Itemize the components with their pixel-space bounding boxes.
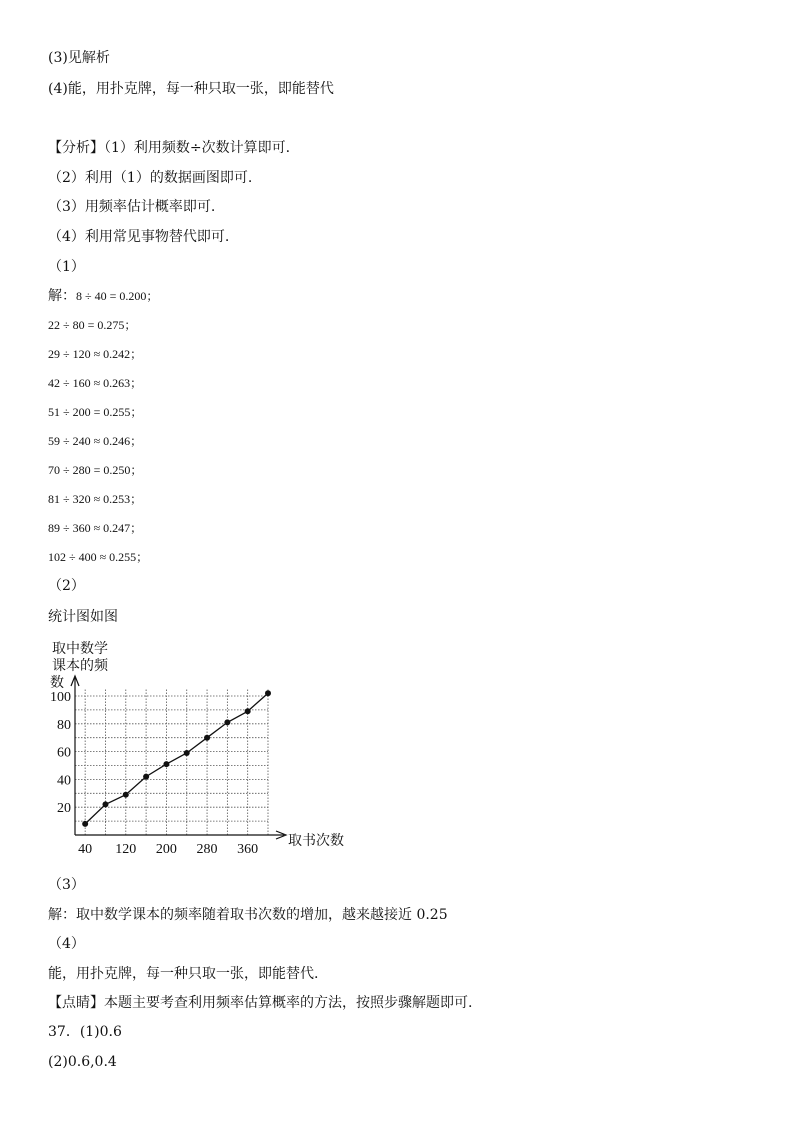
calc-expr: 70 ÷ 280 = 0.250	[48, 463, 131, 477]
calc-line	[48, 403, 142, 421]
chart-ticks	[50, 690, 258, 857]
data-point	[123, 792, 129, 798]
calc-sep: ；	[146, 289, 159, 303]
part-2-label: （2）	[48, 578, 85, 594]
data-point	[82, 821, 88, 827]
calc-line	[48, 490, 142, 508]
data-point	[245, 708, 251, 714]
calc-sep: ；	[130, 347, 143, 361]
calc-sep: ；	[130, 434, 143, 448]
calc-line	[48, 374, 142, 392]
calc-sep: ；	[136, 550, 149, 564]
y-axis-label-line: 取中数学	[52, 642, 108, 657]
y-tick-label: 20	[57, 801, 71, 817]
analysis-step-4: （4）利用常见事物替代即可.	[48, 229, 230, 245]
part-3-answer: 解：取中数学课本的频率随着取书次数的增加，越来越接近 0.25	[48, 907, 448, 923]
solve-label: 解：	[48, 288, 76, 304]
q37-part-2: (2)0.6,0.4	[48, 1054, 117, 1070]
chart-intro: 统计图如图	[48, 609, 118, 625]
calc-line	[48, 316, 136, 334]
data-point	[163, 761, 169, 767]
analysis-heading: 【分析】（1）利用频数÷次数计算即可.	[48, 140, 291, 156]
calc-sep: ；	[124, 318, 137, 332]
x-tick-label: 40	[78, 842, 93, 857]
calc-expr: 22 ÷ 80 = 0.275	[48, 318, 125, 332]
x-tick-label: 120	[115, 842, 137, 857]
calc-expr: 51 ÷ 200 = 0.255	[48, 405, 131, 419]
answer-4: (4)能，用扑克牌，每一种只取一张，即能替代	[48, 81, 334, 97]
calc-line	[48, 519, 142, 537]
answer-3: (3)见解析	[48, 50, 110, 66]
x-axis-label: 取书次数	[288, 834, 344, 849]
chart-series	[82, 690, 271, 827]
comment: 【点睛】本题主要考查利用频率估算概率的方法，按照步骤解题即可.	[48, 995, 473, 1011]
calc-expr: 59 ÷ 240 ≈ 0.246	[48, 434, 131, 448]
calc-line	[48, 548, 148, 566]
part-4-label: （4）	[48, 936, 85, 952]
analysis-step-2: （2）利用（1）的数据画图即可.	[48, 170, 253, 186]
part-4-answer: 能，用扑克牌，每一种只取一张，即能替代.	[48, 966, 319, 982]
y-tick-label: 80	[57, 717, 71, 733]
calc-expr: 89 ÷ 360 ≈ 0.247	[48, 521, 131, 535]
y-tick-label: 40	[57, 773, 71, 789]
y-axis-label-line: 课本的频	[52, 659, 108, 674]
calc-sep: ；	[130, 376, 143, 390]
y-axis-label	[50, 640, 109, 691]
y-axis-label-line: 数	[50, 676, 64, 691]
series-line	[85, 693, 268, 824]
frequency-chart	[40, 640, 370, 865]
data-point	[102, 801, 108, 807]
x-tick-label: 200	[155, 842, 177, 857]
calc-expr: 42 ÷ 160 ≈ 0.263	[48, 376, 131, 390]
calc-sep: ；	[130, 463, 143, 477]
calc-expr: 102 ÷ 400 ≈ 0.255	[48, 550, 137, 564]
calc-line	[48, 287, 158, 305]
data-point	[204, 735, 210, 741]
q37-part-1: 37．(1)0.6	[48, 1024, 122, 1040]
y-tick-label: 100	[50, 690, 71, 705]
calc-line	[48, 461, 142, 479]
calc-line	[48, 432, 142, 450]
calc-line	[48, 345, 142, 363]
calc-sep: ；	[130, 405, 143, 419]
data-point	[265, 690, 271, 696]
x-tick-label: 360	[237, 842, 259, 857]
calc-expr: 8 ÷ 40 = 0.200	[76, 289, 147, 303]
x-tick-label: 280	[196, 842, 218, 857]
data-point	[184, 750, 190, 756]
calc-sep: ；	[130, 492, 143, 506]
data-point	[143, 774, 149, 780]
calc-sep: ；	[130, 521, 143, 535]
part-1-label: （1）	[48, 259, 85, 275]
y-tick-label: 60	[57, 745, 71, 761]
calc-expr: 29 ÷ 120 ≈ 0.242	[48, 347, 131, 361]
analysis-step-3: （3）用频率估计概率即可.	[48, 199, 216, 215]
data-point	[224, 719, 230, 725]
calc-expr: 81 ÷ 320 ≈ 0.253	[48, 492, 131, 506]
part-3-label: （3）	[48, 877, 85, 893]
